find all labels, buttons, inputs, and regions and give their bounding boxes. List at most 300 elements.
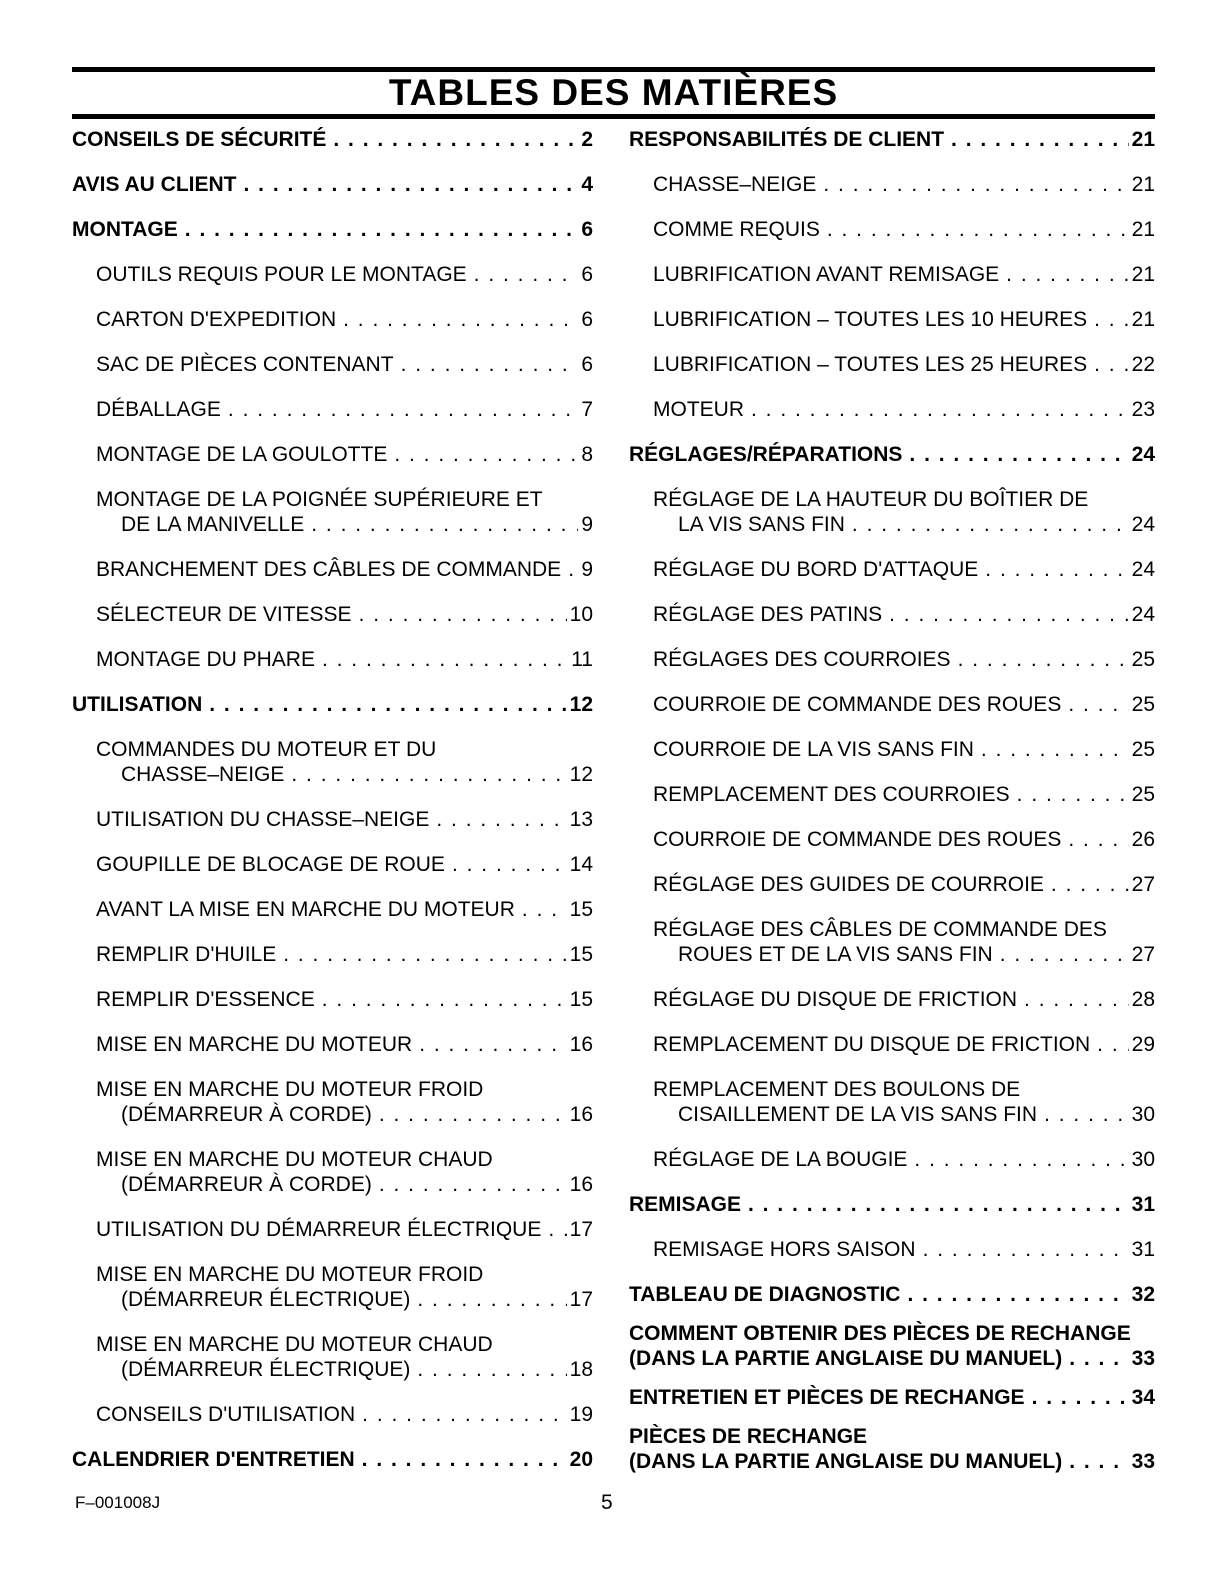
toc-page-number: 31 bbox=[1131, 1193, 1155, 1216]
toc-page-number: 6 bbox=[581, 263, 593, 286]
toc-entry-line bbox=[653, 557, 1155, 582]
toc-entry-line bbox=[629, 1282, 1155, 1307]
toc-entry bbox=[72, 352, 593, 377]
toc-entry bbox=[629, 487, 1155, 537]
toc-entry-line bbox=[653, 487, 1155, 512]
toc-page-number: 32 bbox=[1131, 1283, 1155, 1306]
toc-entry-label: MOTEUR bbox=[653, 398, 744, 421]
dot-leader bbox=[1017, 782, 1129, 807]
toc-entry-line bbox=[653, 692, 1155, 717]
toc-entry-label: RESPONSABILITÉS DE CLIENT bbox=[629, 128, 945, 151]
toc-page-number: 33 bbox=[1131, 1347, 1155, 1370]
toc-page-number: 31 bbox=[1131, 1238, 1155, 1261]
dot-leader bbox=[322, 647, 568, 672]
toc-entry bbox=[629, 262, 1155, 287]
toc-entry bbox=[72, 897, 593, 922]
toc-entry-label: (DÉMARREUR ÉLECTRIQUE) bbox=[121, 1358, 411, 1381]
toc-entry-line bbox=[96, 1217, 593, 1242]
toc-entry bbox=[72, 1262, 593, 1312]
toc-entry-label: REMPLACEMENT DES BOULONS DE bbox=[653, 1078, 1021, 1101]
toc-entry bbox=[629, 1237, 1155, 1262]
toc-page-number: 23 bbox=[1131, 398, 1155, 421]
toc-entry-label: BRANCHEMENT DES CÂBLES DE COMMANDE bbox=[96, 558, 562, 581]
toc-entry-label: MONTAGE bbox=[72, 218, 178, 241]
toc-entry bbox=[629, 1385, 1155, 1410]
footer-page-number: 5 bbox=[601, 1491, 613, 1514]
toc-entry-line bbox=[96, 397, 593, 422]
dot-leader bbox=[379, 1102, 567, 1127]
toc-entry-label: MONTAGE DE LA POIGNÉE SUPÉRIEURE ET bbox=[96, 488, 543, 511]
toc-column-right bbox=[629, 127, 1155, 1494]
toc-column-left bbox=[72, 127, 593, 1494]
toc-entry bbox=[72, 172, 593, 197]
toc-entry bbox=[72, 1032, 593, 1057]
toc-entry bbox=[629, 782, 1155, 807]
dot-leader bbox=[333, 127, 578, 152]
page-content bbox=[72, 0, 1155, 1494]
dot-leader bbox=[1094, 307, 1129, 332]
dot-leader bbox=[401, 352, 579, 377]
toc-entry-label: SÉLECTEUR DE VITESSE bbox=[96, 603, 352, 626]
toc-entry-line bbox=[629, 1321, 1155, 1346]
toc-entry-label: CISAILLEMENT DE LA VIS SANS FIN bbox=[678, 1103, 1038, 1126]
toc-entry-line bbox=[653, 352, 1155, 377]
toc-page-number: 24 bbox=[1131, 603, 1155, 626]
toc-entry-line bbox=[96, 737, 593, 762]
dot-leader bbox=[1044, 1102, 1129, 1127]
dot-leader bbox=[522, 897, 567, 922]
toc-page-number: 24 bbox=[1131, 443, 1155, 466]
dot-leader bbox=[291, 762, 566, 787]
dot-leader bbox=[311, 512, 578, 537]
toc-page-number: 9 bbox=[581, 558, 593, 581]
toc-entry-line bbox=[653, 1102, 1155, 1127]
toc-entry-line bbox=[653, 737, 1155, 762]
toc-entry bbox=[629, 1424, 1155, 1474]
toc-entry-label: MISE EN MARCHE DU MOTEUR bbox=[96, 1033, 413, 1056]
toc-entry bbox=[629, 172, 1155, 197]
toc-entry-label: (DÉMARREUR À CORDE) bbox=[121, 1103, 372, 1126]
toc-entry-line bbox=[629, 1192, 1155, 1217]
dot-leader bbox=[417, 1357, 566, 1382]
toc-page-number: 21 bbox=[1131, 218, 1155, 241]
toc-page-number: 9 bbox=[581, 513, 593, 536]
dot-leader bbox=[907, 1282, 1128, 1307]
toc-page-number: 13 bbox=[569, 808, 593, 831]
toc-entry-line bbox=[96, 647, 593, 672]
toc-entry bbox=[629, 307, 1155, 332]
footer-doc-code: F–001008J bbox=[75, 1493, 161, 1512]
dot-leader bbox=[379, 1172, 567, 1197]
page-header bbox=[72, 67, 1155, 119]
dot-leader bbox=[958, 647, 1129, 672]
toc-entry bbox=[72, 262, 593, 287]
toc-entry-label: RÉGLAGE DE LA BOUGIE bbox=[653, 1148, 908, 1171]
dot-leader bbox=[1068, 692, 1128, 717]
toc-page-number: 6 bbox=[581, 218, 593, 241]
toc-entry bbox=[72, 557, 593, 582]
dot-leader bbox=[362, 1402, 566, 1427]
dot-leader bbox=[823, 172, 1128, 197]
toc-entry-label: MISE EN MARCHE DU MOTEUR FROID bbox=[96, 1263, 484, 1286]
dot-leader bbox=[1024, 987, 1129, 1012]
toc-entry-line bbox=[96, 1262, 593, 1287]
toc-page-number: 12 bbox=[569, 763, 593, 786]
toc-entry-label: MISE EN MARCHE DU MOTEUR CHAUD bbox=[96, 1148, 493, 1171]
toc-page-number: 14 bbox=[569, 853, 593, 876]
toc-page-number: 24 bbox=[1131, 513, 1155, 536]
dot-leader bbox=[362, 1447, 567, 1472]
toc-entry-label: UTILISATION DU CHASSE–NEIGE bbox=[96, 808, 430, 831]
toc-page-number: 28 bbox=[1131, 988, 1155, 1011]
toc-entry bbox=[72, 692, 593, 717]
toc-entry-label: COMMENT OBTENIR DES PIÈCES DE RECHANGE bbox=[629, 1322, 1131, 1345]
dot-leader bbox=[981, 737, 1129, 762]
toc-page-number: 6 bbox=[581, 308, 593, 331]
dot-leader bbox=[417, 1287, 566, 1312]
toc-entry bbox=[629, 217, 1155, 242]
dot-leader bbox=[548, 1217, 566, 1242]
toc-entry bbox=[72, 217, 593, 242]
dot-leader bbox=[283, 942, 566, 967]
toc-entry-line bbox=[629, 1449, 1155, 1474]
dot-leader bbox=[827, 217, 1129, 242]
toc-entry-label: RÉGLAGE DU DISQUE DE FRICTION bbox=[653, 988, 1018, 1011]
toc-entry-line bbox=[96, 262, 593, 287]
toc-entry bbox=[72, 127, 593, 152]
toc-entry-line bbox=[96, 987, 593, 1012]
toc-entry-label: REMISAGE HORS SAISON bbox=[653, 1238, 916, 1261]
toc-page-number: 17 bbox=[569, 1288, 593, 1311]
toc-page-number: 4 bbox=[581, 173, 593, 196]
toc-entry-label: LA VIS SANS FIN bbox=[678, 513, 845, 536]
toc-entry bbox=[629, 352, 1155, 377]
toc-page-number: 22 bbox=[1131, 353, 1155, 376]
dot-leader bbox=[1000, 942, 1129, 967]
toc-entry-line bbox=[653, 872, 1155, 897]
dot-leader bbox=[1006, 262, 1128, 287]
dot-leader bbox=[244, 172, 579, 197]
dot-leader bbox=[228, 397, 578, 422]
dot-leader bbox=[951, 127, 1129, 152]
toc-entry-label: DE LA MANIVELLE bbox=[121, 513, 305, 536]
toc-page-number: 15 bbox=[569, 988, 593, 1011]
toc-page-number: 6 bbox=[581, 353, 593, 376]
toc-entry bbox=[629, 827, 1155, 852]
dot-leader bbox=[1032, 1385, 1129, 1410]
toc-entry bbox=[72, 442, 593, 467]
toc-entry bbox=[72, 1332, 593, 1382]
toc-page-number: 21 bbox=[1131, 263, 1155, 286]
toc-entry-line bbox=[72, 127, 593, 152]
toc-entry bbox=[72, 397, 593, 422]
toc-entry-line bbox=[72, 172, 593, 197]
toc-entry bbox=[629, 557, 1155, 582]
toc-page-number: 11 bbox=[571, 648, 593, 671]
toc-entry-label: OUTILS REQUIS POUR LE MONTAGE bbox=[96, 263, 467, 286]
toc-page-number: 25 bbox=[1131, 738, 1155, 761]
toc-entry-label: REMPLIR D'HUILE bbox=[96, 943, 277, 966]
toc-page-number: 12 bbox=[569, 693, 593, 716]
dot-leader bbox=[1069, 1449, 1128, 1474]
toc-entry bbox=[629, 442, 1155, 467]
toc-entry bbox=[629, 692, 1155, 717]
toc-entry bbox=[629, 1077, 1155, 1127]
toc-entry-line bbox=[653, 1077, 1155, 1102]
toc-entry-label: LUBRIFICATION – TOUTES LES 10 HEURES bbox=[653, 308, 1088, 331]
toc-entry bbox=[72, 1447, 593, 1472]
toc-entry bbox=[629, 737, 1155, 762]
toc-page-number: 33 bbox=[1131, 1450, 1155, 1473]
toc-entry-label: MISE EN MARCHE DU MOTEUR CHAUD bbox=[96, 1333, 493, 1356]
dot-leader bbox=[1097, 1032, 1128, 1057]
toc-entry bbox=[629, 1192, 1155, 1217]
toc-entry-line bbox=[96, 1147, 593, 1172]
dot-leader bbox=[923, 1237, 1129, 1262]
toc-entry-label: ENTRETIEN ET PIÈCES DE RECHANGE bbox=[629, 1386, 1025, 1409]
toc-page-number: 30 bbox=[1131, 1148, 1155, 1171]
toc-entry-label: RÉGLAGE DU BORD D'ATTAQUE bbox=[653, 558, 979, 581]
dot-leader bbox=[452, 852, 567, 877]
dot-leader bbox=[852, 512, 1129, 537]
dot-leader bbox=[914, 1147, 1128, 1172]
toc-page-number: 10 bbox=[569, 603, 593, 626]
toc-page-number: 27 bbox=[1131, 873, 1155, 896]
toc-entry-line bbox=[629, 1385, 1155, 1410]
toc-entry-line bbox=[653, 262, 1155, 287]
toc-entry-label: RÉGLAGE DES PATINS bbox=[653, 603, 883, 626]
toc-entry-line bbox=[96, 807, 593, 832]
toc-entry bbox=[629, 1321, 1155, 1371]
toc-entry-line bbox=[653, 172, 1155, 197]
toc-entry bbox=[72, 307, 593, 332]
toc-page-number: 21 bbox=[1131, 128, 1155, 151]
toc-entry bbox=[72, 487, 593, 537]
toc-entry-label: REMPLACEMENT DU DISQUE DE FRICTION bbox=[653, 1033, 1091, 1056]
toc-entry-label: ROUES ET DE LA VIS SANS FIN bbox=[678, 943, 993, 966]
dot-leader bbox=[343, 307, 578, 332]
toc-entry-line bbox=[629, 442, 1155, 467]
toc-entry-label: (DÉMARREUR À CORDE) bbox=[121, 1173, 372, 1196]
toc-entry-line bbox=[96, 1102, 593, 1127]
toc-entry-label: MONTAGE DE LA GOULOTTE bbox=[96, 443, 388, 466]
toc-entry-label: REMPLACEMENT DES COURROIES bbox=[653, 783, 1010, 806]
toc-entry-label: SAC DE PIÈCES CONTENANT bbox=[96, 353, 394, 376]
toc-entry bbox=[72, 602, 593, 627]
dot-leader bbox=[1069, 1346, 1128, 1371]
toc-entry bbox=[72, 852, 593, 877]
toc-entry bbox=[629, 1282, 1155, 1307]
dot-leader bbox=[751, 397, 1129, 422]
toc-entry-label: (DANS LA PARTIE ANGLAISE DU MANUEL) bbox=[629, 1347, 1063, 1370]
toc-page-number: 24 bbox=[1131, 558, 1155, 581]
toc-entry bbox=[629, 917, 1155, 967]
toc-entry-line bbox=[72, 1447, 593, 1472]
toc-entry bbox=[72, 1077, 593, 1127]
toc-entry-label: RÉGLAGE DE LA HAUTEUR DU BOÎTIER DE bbox=[653, 488, 1089, 511]
toc-entry bbox=[72, 737, 593, 787]
dot-leader bbox=[985, 557, 1128, 582]
dot-leader bbox=[474, 262, 579, 287]
toc-entry-label: MISE EN MARCHE DU MOTEUR FROID bbox=[96, 1078, 484, 1101]
toc-entry-label: TABLEAU DE DIAGNOSTIC bbox=[629, 1283, 901, 1306]
toc-entry-line bbox=[629, 1424, 1155, 1449]
toc-entry bbox=[629, 1147, 1155, 1172]
toc-entry-line bbox=[96, 762, 593, 787]
toc-entry-line bbox=[653, 217, 1155, 242]
toc-entry-line bbox=[653, 1237, 1155, 1262]
toc-entry-line bbox=[653, 1032, 1155, 1057]
toc-entry-line bbox=[653, 782, 1155, 807]
toc-page-number: 7 bbox=[581, 398, 593, 421]
toc-entry-line bbox=[653, 942, 1155, 967]
toc-entry-label: AVANT LA MISE EN MARCHE DU MOTEUR bbox=[96, 898, 515, 921]
toc-entry bbox=[629, 1032, 1155, 1057]
toc-entry bbox=[72, 807, 593, 832]
toc-entry-label: AVIS AU CLIENT bbox=[72, 173, 237, 196]
toc-entry-label: REMISAGE bbox=[629, 1193, 742, 1216]
toc-entry-line bbox=[96, 487, 593, 512]
toc-entry bbox=[72, 1147, 593, 1197]
toc-entry-line bbox=[653, 917, 1155, 942]
toc-entry bbox=[72, 987, 593, 1012]
toc-entry-label: LUBRIFICATION AVANT REMISAGE bbox=[653, 263, 1000, 286]
toc-entry-line bbox=[96, 1402, 593, 1427]
toc-entry-label: COURROIE DE COMMANDE DES ROUES bbox=[653, 693, 1062, 716]
toc-entry-line bbox=[653, 1147, 1155, 1172]
toc-entry-line bbox=[653, 397, 1155, 422]
toc-entry-label: CHASSE–NEIGE bbox=[653, 173, 817, 196]
toc-entry bbox=[72, 647, 593, 672]
toc-page-number: 15 bbox=[569, 943, 593, 966]
toc-entry-line bbox=[653, 647, 1155, 672]
dot-leader bbox=[909, 442, 1128, 467]
toc-entry-line bbox=[653, 987, 1155, 1012]
toc-entry-label: (DÉMARREUR ÉLECTRIQUE) bbox=[121, 1288, 411, 1311]
toc-entry-label: MONTAGE DU PHARE bbox=[96, 648, 315, 671]
toc-entry-line bbox=[96, 1332, 593, 1357]
toc-page-number: 8 bbox=[581, 443, 593, 466]
toc-entry-label: GOUPILLE DE BLOCAGE DE ROUE bbox=[96, 853, 445, 876]
toc-entry-label: CALENDRIER D'ENTRETIEN bbox=[72, 1448, 355, 1471]
toc-entry-line bbox=[96, 1357, 593, 1382]
dot-leader bbox=[889, 602, 1129, 627]
toc-entry-label: RÉGLAGES DES COURROIES bbox=[653, 648, 951, 671]
toc-page-number: 16 bbox=[569, 1173, 593, 1196]
toc-entry bbox=[72, 942, 593, 967]
toc-entry-label: COMMANDES DU MOTEUR ET DU bbox=[96, 738, 437, 761]
toc-entry bbox=[629, 397, 1155, 422]
toc-page-number: 27 bbox=[1131, 943, 1155, 966]
toc-entry-line bbox=[653, 827, 1155, 852]
toc-page-number: 15 bbox=[569, 898, 593, 921]
toc-entry-line bbox=[96, 557, 593, 582]
dot-leader bbox=[568, 557, 578, 582]
toc-entry-line bbox=[96, 1172, 593, 1197]
toc-entry-line bbox=[72, 217, 593, 242]
toc-entry-label: COMME REQUIS bbox=[653, 218, 820, 241]
toc-entry-line bbox=[629, 1346, 1155, 1371]
toc-entry-line bbox=[96, 442, 593, 467]
toc-entry-line bbox=[96, 1077, 593, 1102]
toc-page-number: 34 bbox=[1131, 1386, 1155, 1409]
dot-leader bbox=[394, 442, 578, 467]
toc-entry-label: COURROIE DE COMMANDE DES ROUES bbox=[653, 828, 1062, 851]
toc-entry-label: CONSEILS DE SÉCURITÉ bbox=[72, 128, 327, 151]
toc-entry-line bbox=[653, 307, 1155, 332]
toc-entry-line bbox=[96, 1032, 593, 1057]
toc-entry bbox=[629, 127, 1155, 152]
toc-entry-line bbox=[96, 602, 593, 627]
dot-leader bbox=[1068, 827, 1128, 852]
toc-entry-label: COURROIE DE LA VIS SANS FIN bbox=[653, 738, 974, 761]
toc-entry-label: DÉBALLAGE bbox=[96, 398, 221, 421]
toc-page-number: 25 bbox=[1131, 783, 1155, 806]
dot-leader bbox=[748, 1192, 1129, 1217]
toc-entry-line bbox=[96, 1287, 593, 1312]
dot-leader bbox=[1051, 872, 1129, 897]
toc-entry-label: CARTON D'EXPEDITION bbox=[96, 308, 337, 331]
page-title: TABLES DES MATIÈRES bbox=[388, 72, 839, 113]
toc-entry-label: REMPLIR D'ESSENCE bbox=[96, 988, 315, 1011]
toc-page-number: 16 bbox=[569, 1033, 593, 1056]
toc-entry-line bbox=[96, 307, 593, 332]
toc-entry bbox=[629, 987, 1155, 1012]
toc-entry bbox=[629, 647, 1155, 672]
toc-entry-line bbox=[629, 127, 1155, 152]
toc-entry-line bbox=[96, 352, 593, 377]
toc-page-number: 29 bbox=[1131, 1033, 1155, 1056]
toc-entry-line bbox=[96, 852, 593, 877]
toc-entry bbox=[72, 1217, 593, 1242]
toc-entry-label: RÉGLAGE DES CÂBLES DE COMMANDE DES bbox=[653, 918, 1107, 941]
toc-entry-label: RÉGLAGE DES GUIDES DE COURROIE bbox=[653, 873, 1044, 896]
toc-entry-line bbox=[72, 692, 593, 717]
toc-page-number: 17 bbox=[569, 1218, 593, 1241]
toc-page-number: 26 bbox=[1131, 828, 1155, 851]
dot-leader bbox=[322, 987, 567, 1012]
dot-leader bbox=[185, 217, 579, 242]
toc-entry bbox=[72, 1402, 593, 1427]
toc-page-number: 20 bbox=[569, 1448, 593, 1471]
toc-page-number: 25 bbox=[1131, 648, 1155, 671]
toc-entry-label: CONSEILS D'UTILISATION bbox=[96, 1403, 356, 1426]
toc-page-number: 21 bbox=[1131, 173, 1155, 196]
toc-page-number: 30 bbox=[1131, 1103, 1155, 1126]
toc-entry-line bbox=[653, 512, 1155, 537]
toc-entry-label: (DANS LA PARTIE ANGLAISE DU MANUEL) bbox=[629, 1450, 1063, 1473]
dot-leader bbox=[436, 807, 566, 832]
toc-entry-line bbox=[96, 897, 593, 922]
dot-leader bbox=[359, 602, 567, 627]
dot-leader bbox=[1094, 352, 1129, 377]
toc-page-number: 16 bbox=[569, 1103, 593, 1126]
toc-entry-label: RÉGLAGES/RÉPARATIONS bbox=[629, 443, 903, 466]
toc-entry-label: LUBRIFICATION – TOUTES LES 25 HEURES bbox=[653, 353, 1088, 376]
toc-page-number: 2 bbox=[581, 128, 593, 151]
toc-page-number: 25 bbox=[1131, 693, 1155, 716]
dot-leader bbox=[419, 1032, 566, 1057]
toc-entry-label: PIÈCES DE RECHANGE bbox=[629, 1425, 868, 1448]
toc-columns bbox=[72, 127, 1155, 1494]
toc-entry-line bbox=[96, 512, 593, 537]
toc-entry-label: UTILISATION bbox=[72, 693, 203, 716]
toc-entry bbox=[629, 602, 1155, 627]
dot-leader bbox=[209, 692, 566, 717]
toc-entry bbox=[629, 872, 1155, 897]
toc-entry-label: CHASSE–NEIGE bbox=[121, 763, 285, 786]
toc-page-number: 19 bbox=[569, 1403, 593, 1426]
